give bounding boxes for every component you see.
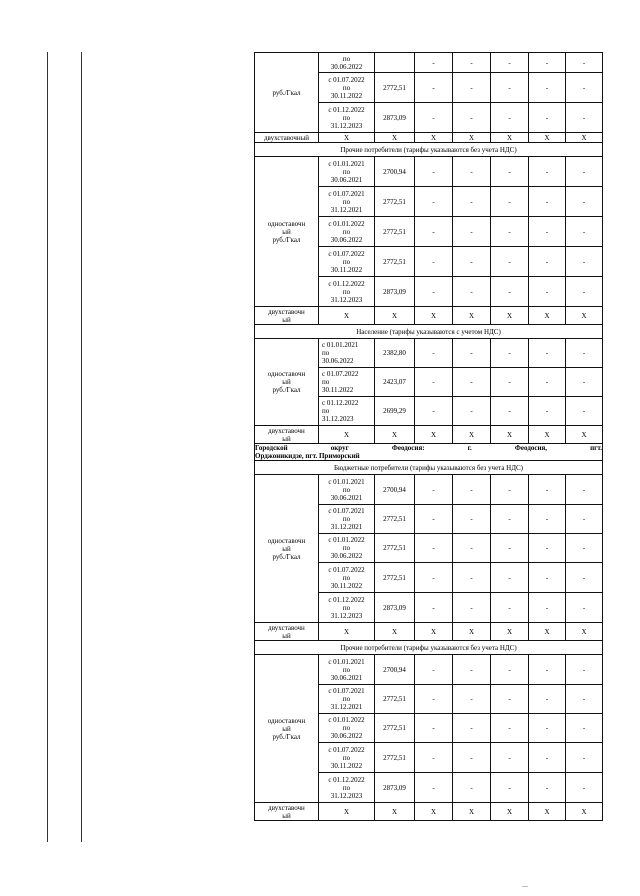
territory-row [255,444,603,461]
empty-value-dash: - [566,655,603,685]
section-heading-row [255,143,603,157]
empty-value-dash: - [566,247,603,277]
x-mark: X [319,623,375,641]
period-cell: с 01.01.2022 по 30.06.2022 [319,714,375,743]
territory-line-2: Орджоникидзе, пгт. Приморский [255,452,360,460]
empty-value-dash: - [529,73,566,103]
tariff-row [255,339,603,368]
tariff-value: 2772,51 [375,505,415,534]
two-part-row [255,803,603,821]
empty-value-dash: - [491,743,529,773]
empty-value-dash: - [415,655,453,685]
empty-value-dash: - [566,368,603,397]
empty-value-dash: - [566,685,603,714]
empty-value-dash: - [529,339,566,368]
empty-value-dash: - [566,563,603,593]
empty-value-dash: - [529,277,566,307]
x-mark: X [529,133,566,143]
tariff-value: 2772,51 [375,217,415,247]
tariff-value: 2772,51 [375,685,415,714]
period-cell: с 01.07.2021 по 31.12.2021 [319,685,375,714]
empty-value-dash: - [566,743,603,773]
x-mark: X [491,623,529,641]
empty-value-dash: - [491,685,529,714]
x-mark: X [566,307,603,325]
empty-value-dash: - [453,714,491,743]
x-mark: X [375,623,415,641]
period-cell: с 01.07.2022 по 30.11.2022 [319,368,375,397]
x-mark: X [453,133,491,143]
empty-value-dash: - [415,773,453,803]
x-mark: X [453,623,491,641]
empty-value-dash: - [566,714,603,743]
empty-value-dash: - [529,685,566,714]
two-part-row [255,133,603,143]
section-heading-row [255,461,603,475]
tariff-value: 2873,09 [375,277,415,307]
section-heading: Бюджетные потребители (тарифы указываются без учета НДС) [255,461,603,475]
empty-value-dash: - [453,73,491,103]
empty-value-dash: - [491,505,529,534]
empty-value-dash: - [415,217,453,247]
period-cell: с 01.07.2021 по 31.12.2021 [319,187,375,217]
category-label: одноставочн ый руб./Гкал [255,157,319,307]
empty-value-dash: - [566,157,603,187]
empty-value-dash: - [529,593,566,623]
empty-value-dash: - [415,53,453,73]
empty-value-dash: - [453,685,491,714]
empty-value-dash: - [529,714,566,743]
x-mark: X [529,623,566,641]
tariff-value: 2772,51 [375,73,415,103]
empty-value-dash: - [491,534,529,563]
empty-value-dash: - [491,277,529,307]
empty-value-dash: - [566,187,603,217]
tariff-value: 2699,29 [375,397,415,426]
empty-value-dash: - [415,397,453,426]
period-cell: с 01.07.2022 по 30.11.2022 [319,563,375,593]
territory-line-1: Городской округ Феодосия: г. Феодосия, пгт. [255,444,602,452]
empty-value-dash: - [491,103,529,133]
tariff-value: 2423,07 [375,368,415,397]
tariff-value: 2382,80 [375,339,415,368]
tariff-row [255,53,603,73]
x-mark: X [319,803,375,821]
x-mark: X [566,623,603,641]
two-part-label: двухставочн ый [255,623,319,641]
tariff-value: 2873,09 [375,773,415,803]
empty-value-dash: - [453,397,491,426]
empty-value-dash: - [566,397,603,426]
two-part-row [255,307,603,325]
empty-value-dash: - [415,534,453,563]
empty-value-dash: - [491,773,529,803]
two-part-row [255,426,603,444]
empty-value-dash: - [529,743,566,773]
empty-value-dash: - [453,773,491,803]
category-label: одноставочн ый руб./Гкал [255,339,319,426]
tariff-value: 2700,94 [375,475,415,505]
empty-value-dash: - [453,655,491,685]
tariff-value: 2772,51 [375,534,415,563]
empty-value-dash: - [529,187,566,217]
period-cell: с 01.07.2022 по 30.11.2022 [319,73,375,103]
empty-value-dash: - [453,593,491,623]
x-mark: X [375,803,415,821]
empty-value-dash: - [529,505,566,534]
section-heading: Население (тарифы указываются с учетом НДС) [255,325,603,339]
empty-value-dash: - [415,103,453,133]
section-heading-row [255,325,603,339]
empty-value-dash: - [566,277,603,307]
section-heading-row [255,641,603,655]
period-cell: с 01.01.2021 по 30.06.2022 [319,339,375,368]
empty-value-dash: - [453,53,491,73]
empty-value-dash: - [453,157,491,187]
empty-value-dash: - [415,714,453,743]
empty-value-dash: - [453,475,491,505]
empty-value-dash: - [453,339,491,368]
period-cell: с 01.07.2022 по 30.11.2022 [319,247,375,277]
x-mark: X [453,307,491,325]
two-part-label: двухставочн ый [255,307,319,325]
empty-value-dash: - [491,187,529,217]
x-mark: X [566,133,603,143]
x-mark: X [491,803,529,821]
x-mark: X [415,426,453,444]
x-mark: X [529,803,566,821]
x-mark: X [566,426,603,444]
section-heading: Прочие потребители (тарифы указываются без учета НДС) [255,641,603,655]
empty-value-dash: - [566,339,603,368]
empty-value-dash: - [529,397,566,426]
empty-value-dash: - [453,103,491,133]
category-label: одноставочн ый руб./Гкал [255,475,319,623]
x-mark: X [319,133,375,143]
empty-value-dash: - [453,563,491,593]
period-cell: с 01.12.2022 по 31.12.2023 [319,593,375,623]
category-label: руб./Гкал [255,53,319,133]
empty-value-dash: - [491,655,529,685]
period-cell: с 01.01.2021 по 30.06.2021 [319,475,375,505]
section-heading: Прочие потребители (тарифы указываются без учета НДС) [255,143,603,157]
x-mark: X [566,803,603,821]
empty-value-dash: - [566,53,603,73]
x-mark: X [529,307,566,325]
period-cell: с 01.01.2021 по 30.06.2021 [319,157,375,187]
x-mark: X [415,307,453,325]
x-mark: X [375,133,415,143]
tariff-value: 2772,51 [375,714,415,743]
empty-value-dash: - [529,247,566,277]
tariff-value: 2772,51 [375,187,415,217]
empty-value-dash: - [415,277,453,307]
empty-value-dash: - [453,368,491,397]
page-mark [522,882,528,887]
empty-value-dash: - [491,397,529,426]
x-mark: X [453,426,491,444]
empty-value-dash: - [566,534,603,563]
tariff-value: 2700,94 [375,655,415,685]
empty-value-dash: - [566,73,603,103]
empty-value-dash: - [415,563,453,593]
empty-value-dash: - [453,187,491,217]
two-part-label: двухставочн ый [255,426,319,444]
tariff-row [255,475,603,505]
tariff-value: 2873,09 [375,593,415,623]
x-mark: X [375,307,415,325]
tariff-value: 2772,51 [375,743,415,773]
x-mark: X [319,426,375,444]
empty-value-dash: - [453,534,491,563]
two-part-row [255,623,603,641]
empty-value-dash: - [415,685,453,714]
empty-value-dash: - [566,773,603,803]
tariff-value [375,53,415,73]
empty-value-dash: - [415,368,453,397]
empty-value-dash: - [529,368,566,397]
empty-value-dash: - [415,339,453,368]
empty-value-dash: - [566,593,603,623]
empty-value-dash: - [415,475,453,505]
empty-value-dash: - [415,73,453,103]
empty-value-dash: - [491,157,529,187]
empty-value-dash: - [566,103,603,133]
empty-value-dash: - [415,593,453,623]
empty-value-dash: - [453,505,491,534]
x-mark: X [491,133,529,143]
tariff-row [255,655,603,685]
tariff-value: 2873,09 [375,103,415,133]
empty-value-dash: - [491,217,529,247]
empty-value-dash: - [491,73,529,103]
x-mark: X [375,426,415,444]
empty-value-dash: - [529,655,566,685]
empty-value-dash: - [566,475,603,505]
period-cell: с 01.12.2022 по 31.12.2023 [319,397,375,426]
tariff-value: 2772,51 [375,247,415,277]
empty-value-dash: - [529,103,566,133]
empty-value-dash: - [529,53,566,73]
empty-value-dash: - [491,368,529,397]
category-label: одноставочн ый руб./Гкал [255,655,319,803]
left-margin-line-2 [81,52,82,842]
empty-value-dash: - [566,217,603,247]
x-mark: X [415,623,453,641]
empty-value-dash: - [566,505,603,534]
empty-value-dash: - [529,157,566,187]
tariff-value: 2772,51 [375,563,415,593]
period-cell: с 01.01.2021 по 30.06.2021 [319,655,375,685]
x-mark: X [491,426,529,444]
empty-value-dash: - [415,505,453,534]
empty-value-dash: - [529,773,566,803]
empty-value-dash: - [529,217,566,247]
x-mark: X [415,803,453,821]
x-mark: X [415,133,453,143]
empty-value-dash: - [415,187,453,217]
two-part-label: двухставочн ый [255,803,319,821]
empty-value-dash: - [529,563,566,593]
period-cell: с 01.01.2022 по 30.06.2022 [319,534,375,563]
empty-value-dash: - [529,534,566,563]
x-mark: X [453,803,491,821]
empty-value-dash: - [415,157,453,187]
empty-value-dash: - [491,53,529,73]
period-cell: с 01.12.2022 по 31.12.2023 [319,277,375,307]
empty-value-dash: - [491,247,529,277]
empty-value-dash: - [453,277,491,307]
empty-value-dash: - [453,217,491,247]
territory-heading [255,444,603,461]
x-mark: X [319,307,375,325]
empty-value-dash: - [491,563,529,593]
period-cell: с 01.12.2022 по 31.12.2023 [319,773,375,803]
two-part-label: двухставочный [255,133,319,143]
x-mark: X [491,307,529,325]
empty-value-dash: - [453,247,491,277]
empty-value-dash: - [491,714,529,743]
tariff-row [255,157,603,187]
empty-value-dash: - [491,475,529,505]
empty-value-dash: - [453,743,491,773]
x-mark: X [529,426,566,444]
period-cell: с 01.12.2022 по 31.12.2023 [319,103,375,133]
empty-value-dash: - [491,339,529,368]
empty-value-dash: - [415,247,453,277]
tariff-table [254,52,603,821]
empty-value-dash: - [529,475,566,505]
period-cell: по 30.06.2022 [319,53,375,73]
empty-value-dash: - [491,593,529,623]
empty-value-dash: - [415,743,453,773]
tariff-value: 2700,94 [375,157,415,187]
period-cell: с 01.01.2022 по 30.06.2022 [319,217,375,247]
period-cell: с 01.07.2022 по 30.11.2022 [319,743,375,773]
period-cell: с 01.07.2021 по 31.12.2021 [319,505,375,534]
left-margin-line-1 [47,52,48,842]
